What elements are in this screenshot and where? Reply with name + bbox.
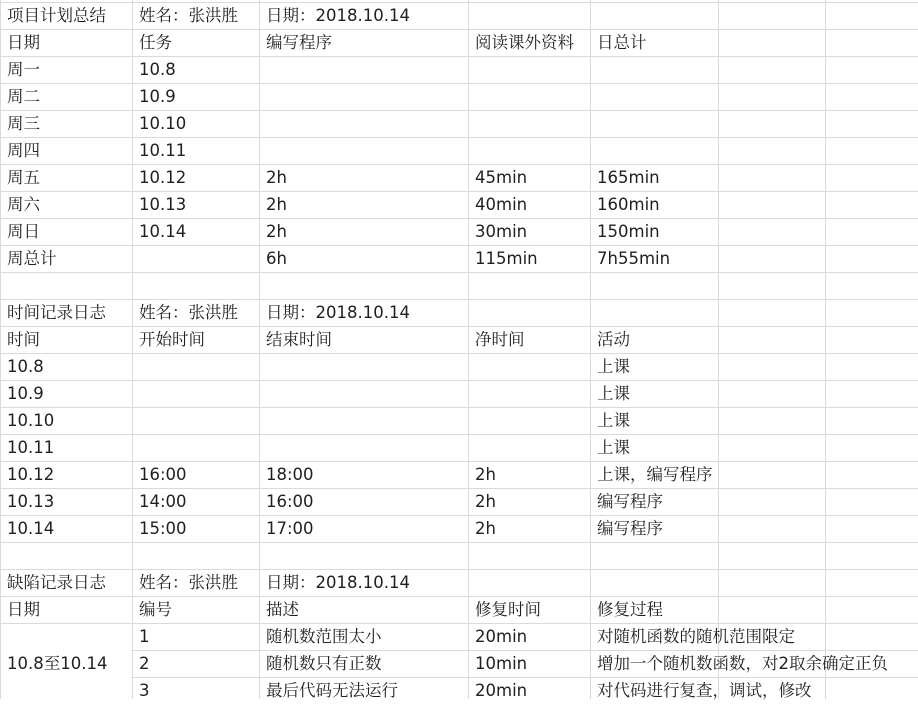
timelog-column-header[interactable]: 活动	[597, 330, 630, 349]
plan-cell[interactable]: 150min	[597, 222, 660, 241]
defects-cell[interactable]: 20min	[475, 627, 528, 646]
timelog-cell[interactable]: 2h	[475, 492, 496, 511]
timelog-cell[interactable]: 编写程序	[597, 492, 663, 511]
timelog-cell[interactable]: 上课	[597, 411, 630, 430]
plan-cell[interactable]: 165min	[597, 168, 660, 187]
timelog-cell[interactable]: 上课	[597, 357, 630, 376]
plan-cell[interactable]: 10.12	[139, 168, 187, 187]
plan-cell[interactable]: 7h55min	[597, 249, 671, 268]
timelog-cell[interactable]: 2h	[475, 519, 496, 538]
timelog-column-header[interactable]: 时间	[7, 330, 40, 349]
defects-cell[interactable]: 3	[139, 681, 150, 700]
timelog-cell[interactable]: 10.10	[7, 411, 55, 430]
defects-cell[interactable]: 随机数范围太小	[266, 627, 382, 646]
timelog-column-header[interactable]: 开始时间	[139, 330, 205, 349]
timelog-cell[interactable]: 上课，编写程序	[597, 465, 713, 484]
plan-cell[interactable]: 10.13	[139, 195, 187, 214]
defects-cell[interactable]: 对随机函数的随机范围限定	[597, 627, 795, 646]
timelog-cell[interactable]: 上课	[597, 384, 630, 403]
timelog-cell[interactable]: 10.8	[7, 357, 44, 376]
defects-cell[interactable]: 10min	[475, 654, 528, 673]
plan-cell[interactable]: 10.10	[139, 114, 187, 133]
defects-merged-date-cell[interactable]: 10.8至10.14	[7, 654, 108, 673]
plan-cell[interactable]: 40min	[475, 195, 528, 214]
defects-column-header[interactable]: 修复过程	[597, 600, 663, 619]
timelog-cell[interactable]: 10.11	[7, 438, 55, 457]
timelog-cell[interactable]: 14:00	[139, 492, 187, 511]
defects-cell[interactable]: 对代码进行复查，调试，修改	[597, 681, 812, 700]
timelog-date[interactable]: 日期：2018.10.14	[266, 303, 410, 322]
column-divider	[718, 0, 719, 699]
plan-cell[interactable]: 45min	[475, 168, 528, 187]
defects-column-header[interactable]: 编号	[139, 600, 172, 619]
plan-column-header[interactable]: 阅读课外资料	[475, 33, 574, 52]
plan-cell[interactable]: 10.11	[139, 141, 187, 160]
plan-cell[interactable]: 周六	[7, 195, 40, 214]
plan-column-header[interactable]: 日期	[7, 33, 40, 52]
timelog-cell[interactable]: 17:00	[266, 519, 314, 538]
plan-cell[interactable]: 周一	[7, 60, 40, 79]
plan-title[interactable]: 项目计划总结	[7, 6, 106, 25]
defects-cell[interactable]: 20min	[475, 681, 528, 700]
plan-cell[interactable]: 30min	[475, 222, 528, 241]
plan-date[interactable]: 日期：2018.10.14	[266, 6, 410, 25]
defects-column-header[interactable]: 日期	[7, 600, 40, 619]
defects-name[interactable]: 姓名：张洪胜	[139, 573, 238, 592]
plan-column-header[interactable]: 日总计	[597, 33, 647, 52]
plan-cell[interactable]: 2h	[266, 195, 287, 214]
defects-column-header[interactable]: 描述	[266, 600, 299, 619]
plan-cell[interactable]: 10.9	[139, 87, 176, 106]
timelog-cell[interactable]: 10.14	[7, 519, 55, 538]
timelog-cell[interactable]: 16:00	[139, 465, 187, 484]
timelog-cell[interactable]: 10.9	[7, 384, 44, 403]
plan-cell[interactable]: 周日	[7, 222, 40, 241]
defects-cell[interactable]: 2	[139, 654, 150, 673]
timelog-column-header[interactable]: 结束时间	[266, 330, 332, 349]
timelog-column-header[interactable]: 净时间	[475, 330, 525, 349]
plan-cell[interactable]: 2h	[266, 168, 287, 187]
timelog-cell[interactable]: 上课	[597, 438, 630, 457]
plan-cell[interactable]: 周总计	[7, 249, 57, 268]
column-divider	[825, 0, 826, 699]
timelog-title[interactable]: 时间记录日志	[7, 303, 106, 322]
plan-column-header[interactable]: 编写程序	[266, 33, 332, 52]
plan-cell[interactable]: 6h	[266, 249, 287, 268]
plan-cell[interactable]: 周三	[7, 114, 40, 133]
plan-cell[interactable]: 115min	[475, 249, 538, 268]
timelog-cell[interactable]: 15:00	[139, 519, 187, 538]
timelog-cell[interactable]: 10.13	[7, 492, 55, 511]
plan-cell[interactable]: 10.8	[139, 60, 176, 79]
defects-cell[interactable]: 1	[139, 627, 150, 646]
timelog-cell[interactable]: 10.12	[7, 465, 55, 484]
plan-column-header[interactable]: 任务	[139, 33, 172, 52]
defects-cell[interactable]: 随机数只有正数	[266, 654, 382, 673]
plan-cell[interactable]: 2h	[266, 222, 287, 241]
defects-cell[interactable]: 增加一个随机数函数，对2取余确定正负	[597, 654, 888, 673]
defects-column-header[interactable]: 修复时间	[475, 600, 541, 619]
plan-cell[interactable]: 周二	[7, 87, 40, 106]
plan-cell[interactable]: 160min	[597, 195, 660, 214]
defects-title[interactable]: 缺陷记录日志	[7, 573, 106, 592]
plan-name[interactable]: 姓名：张洪胜	[139, 6, 238, 25]
plan-cell[interactable]: 10.14	[139, 222, 187, 241]
timelog-name[interactable]: 姓名：张洪胜	[139, 303, 238, 322]
timelog-cell[interactable]: 2h	[475, 465, 496, 484]
defects-date[interactable]: 日期：2018.10.14	[266, 573, 410, 592]
plan-cell[interactable]: 周五	[7, 168, 40, 187]
timelog-cell[interactable]: 编写程序	[597, 519, 663, 538]
timelog-cell[interactable]: 16:00	[266, 492, 314, 511]
timelog-cell[interactable]: 18:00	[266, 465, 314, 484]
plan-cell[interactable]: 周四	[7, 141, 40, 160]
defects-cell[interactable]: 最后代码无法运行	[266, 681, 398, 700]
